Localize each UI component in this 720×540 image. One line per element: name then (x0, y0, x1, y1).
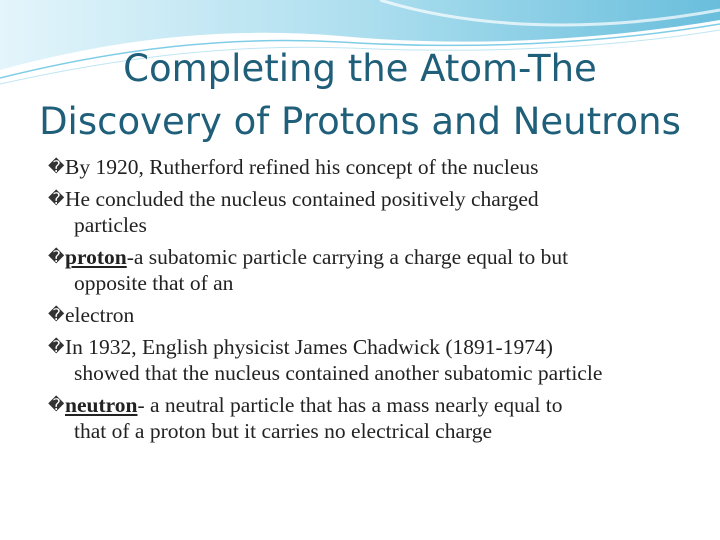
bullet-item (48, 154, 698, 180)
bullet-item (48, 244, 698, 296)
bullet-continuation: particles (74, 213, 147, 237)
bullet-text: In 1932, English physicist James Chadwick (1891-1974) (65, 335, 553, 359)
bullet-term: neutron (65, 393, 138, 417)
bullet-marker-icon: � (48, 247, 65, 266)
bullet-text: electron (65, 303, 135, 327)
bullet-marker-icon: � (48, 305, 65, 324)
bullet-item (48, 186, 698, 238)
bullet-text: He concluded the nucleus contained positively charged (65, 187, 539, 211)
bullet-marker-icon: � (48, 337, 65, 356)
slide-title (0, 42, 720, 148)
bullet-text: -a subatomic particle carrying a charge equal to but (126, 245, 569, 269)
bullet-marker-icon: � (48, 157, 65, 176)
bullet-marker-icon: � (48, 395, 65, 414)
title-line-1: Completing the Atom-The (123, 47, 597, 90)
bullet-item (48, 302, 698, 328)
title-line-2: Discovery of Protons and Neutrons (39, 100, 681, 143)
bullet-list (48, 154, 698, 450)
bullet-continuation: that of a proton but it carries no electrical charge (74, 419, 493, 443)
bullet-term: proton (65, 245, 127, 269)
bullet-item (48, 334, 698, 386)
bullet-marker-icon: � (48, 189, 65, 208)
bullet-text: By 1920, Rutherford refined his concept of the nucleus (65, 155, 539, 179)
bullet-text: - a neutral particle that has a mass nearly equal to (137, 393, 563, 417)
bullet-item (48, 392, 698, 444)
bullet-continuation: showed that the nucleus contained another subatomic particle (74, 361, 603, 385)
bullet-continuation: opposite that of an (74, 271, 234, 295)
